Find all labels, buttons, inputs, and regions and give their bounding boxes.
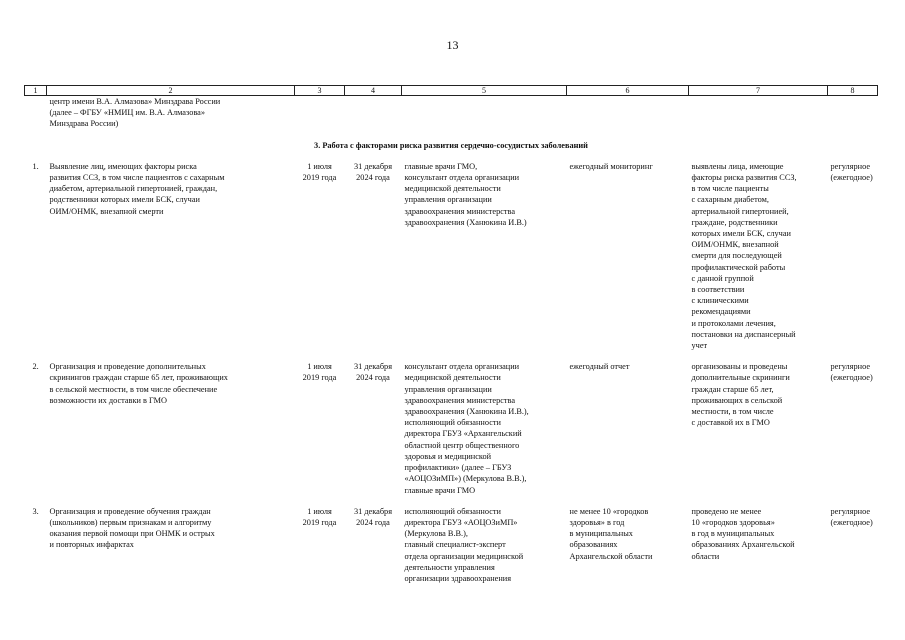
text-line: регулярное [830,362,870,372]
row-number: 3. [32,506,39,516]
text-line: главные врачи ГМО [404,485,476,495]
result-cell [689,361,828,495]
start-date-cell [295,506,345,584]
text-line: ОИМ/ОНМК, внезапной [691,240,779,250]
periodicity-cell [828,361,878,495]
text-line: профилактики» (далее – ГБУЗ [404,463,512,473]
text-line: 2019 года [302,173,337,183]
text-line: дополнительные скрининги [691,373,790,383]
text-line: 1 июля [307,161,332,171]
text-line: главный специалист-эксперт [404,540,506,550]
text-line: с данной группой [691,273,754,283]
responsible-cell [402,506,567,584]
text-line: родственники которых имели БСК, случаи [49,195,200,205]
text-line: 10 «городков здоровья» [691,517,775,527]
column-header: 4 [345,86,402,96]
text-line: исполняющий обязанности [404,418,501,428]
text-line: Архангельской области [569,551,653,561]
text-line: с клиническими [691,296,749,306]
text-line: смерти для последующей [691,251,782,261]
table-header-row [25,86,878,96]
text-line: директора ГБУЗ «АОЦОЗиМП» [404,517,518,527]
text-line: управления организации [404,195,492,205]
page-number: 13 [446,38,459,52]
text-line: оказания первой помощи при ОНМК и острых [49,529,215,539]
text-line: и повторных инфарктах [49,540,134,550]
text-line: в том числе пациенты [691,184,769,194]
text-line: регулярное [830,506,870,516]
text-line: с сахарным диабетом, [691,195,769,205]
column-header: 8 [828,86,878,96]
column-header: 7 [689,86,828,96]
control-cell [567,506,689,584]
table-row [25,161,878,351]
text-line: регулярное [830,161,870,171]
responsible-cell [402,161,567,351]
text-line: областной центр общественного [404,440,520,450]
text-line: медицинской деятельности [404,373,501,383]
text-line: 2024 года [356,173,390,183]
text-line: Выявление лиц, имеющих факторы риска [49,161,197,171]
text-line: местности, в том числе [691,407,774,417]
result-cell [689,161,828,351]
text-line: организованы и проведены [691,362,788,372]
text-line: ежегодный мониторинг [569,161,653,171]
text-line: медицинской деятельности [404,184,501,194]
end-date-cell [345,161,402,351]
section-title: 3. Работа с факторами риска развития сердечно-сосудистых заболеваний [314,140,588,150]
text-line: здоровья и медицинской [404,451,492,461]
table-row [25,361,878,495]
text-line: рекомендациями [691,307,751,317]
text-line: 1 июля [307,506,332,516]
text-line: выявлены лица, имеющие [691,161,784,171]
text-line: факторы риска развития ССЗ, [691,173,797,183]
text-line: области [691,551,720,561]
start-date-cell [295,161,345,351]
result-cell [689,506,828,584]
control-cell [567,361,689,495]
text-line: и протоколами лечения, [691,318,776,328]
text-line: профилактической работы [691,262,786,272]
column-header: 1 [25,86,47,96]
end-date-cell [345,361,402,495]
text-line: ежегодный отчет [569,362,630,372]
text-line: 2019 года [302,373,337,383]
text-line: организации здравоохранения [404,573,512,583]
text-line: исполняющий обязанности [404,506,501,516]
text-line: образованиях Архангельской [691,540,795,550]
text-line: в муниципальных [569,529,633,539]
text-line: директора ГБУЗ «Архангельский [404,429,522,439]
periodicity-cell [828,506,878,584]
column-header: 6 [567,86,689,96]
text-line: возможности их доставки в ГМО [49,395,168,405]
text-line: отдела организации медицинской [404,551,524,561]
text-line: 31 декабря [353,362,393,372]
text-line: не менее 10 «городков [569,506,649,516]
column-header: 5 [402,86,567,96]
text-line: «АОЦОЗиМП») (Меркулова В.В.), [404,474,527,484]
text-line: управления организации [404,384,492,394]
text-line: 2024 года [356,517,390,527]
text-line: 31 декабря [353,161,393,171]
control-cell [567,161,689,351]
text-line: артериальной гипертонией, [691,206,789,216]
section-row [25,130,878,161]
text-line: деятельности управления [404,562,495,572]
responsible-cell [402,361,567,495]
text-line: Минздрава России) [49,119,119,129]
text-line: 31 декабря [353,506,393,516]
text-line: которых имели БСК, случаи [691,229,791,239]
text-line: с доставкой их в ГМО [691,418,770,428]
text-line: проведено не менее [691,506,762,516]
text-line: диабетом, артериальной гипертонией, граждан, [49,184,218,194]
end-date-cell [345,506,402,584]
text-line: развития ССЗ, в том числе пациентов с сахарным [49,173,225,183]
text-line: граждан старше 65 лет, [691,384,774,394]
text-line: центр имени В.А. Алмазова» Минздрава России [49,97,221,106]
text-line: учет [691,341,708,351]
text-line: здравоохранения министерства [404,395,516,405]
text-line: проживающих в сельской [691,395,783,405]
text-line: постановки на диспансерный [691,329,796,339]
measures-table [24,85,878,584]
activity-cell [47,506,295,584]
text-line: в сельской местности, в том числе обеспечение [49,384,218,394]
text-line: (школьников) первым признакам и алгоритму [49,517,212,527]
text-line: ОИМ/ОНМК, внезапной смерти [49,206,164,216]
text-line: здравоохранения министерства [404,206,516,216]
text-line: Организация и проведение дополнительных [49,362,206,372]
text-line: 1 июля [307,362,332,372]
row-number: 2. [32,362,39,372]
text-line: консультант отдела организации [404,362,520,372]
text-line: 2024 года [356,373,390,383]
text-line: здоровья» в год [569,517,625,527]
text-line: в соответствии [691,285,745,295]
column-header: 3 [295,86,345,96]
continuation-row [25,96,878,130]
text-line: скринингов граждан старше 65 лет, проживающих [49,373,228,383]
text-line: Организация и проведение обучения граждан [49,506,211,516]
text-line: (далее – ФГБУ «НМИЦ им. В.А. Алмазова» [49,108,206,118]
row-number: 1. [32,161,39,171]
text-line: здравоохранения (Ханюкина И.В.) [404,217,527,227]
table-row [25,506,878,584]
text-line: (Меркулова В.В.), [404,529,468,539]
continuation-text [47,96,295,130]
text-line: консультант отдела организации [404,173,520,183]
activity-cell [47,161,295,351]
text-line: (ежегодное) [830,517,873,527]
text-line: 2019 года [302,517,337,527]
text-line: образованиях [569,540,618,550]
text-line: здравоохранения (Ханюкина И.В.), [404,407,529,417]
text-line: главные врачи ГМО, [404,161,478,171]
text-line: (ежегодное) [830,173,873,183]
text-line: в год в муниципальных [691,529,775,539]
column-header: 2 [47,86,295,96]
periodicity-cell [828,161,878,351]
activity-cell [47,361,295,495]
text-line: граждане, родственники [691,217,778,227]
text-line: (ежегодное) [830,373,873,383]
start-date-cell [295,361,345,495]
